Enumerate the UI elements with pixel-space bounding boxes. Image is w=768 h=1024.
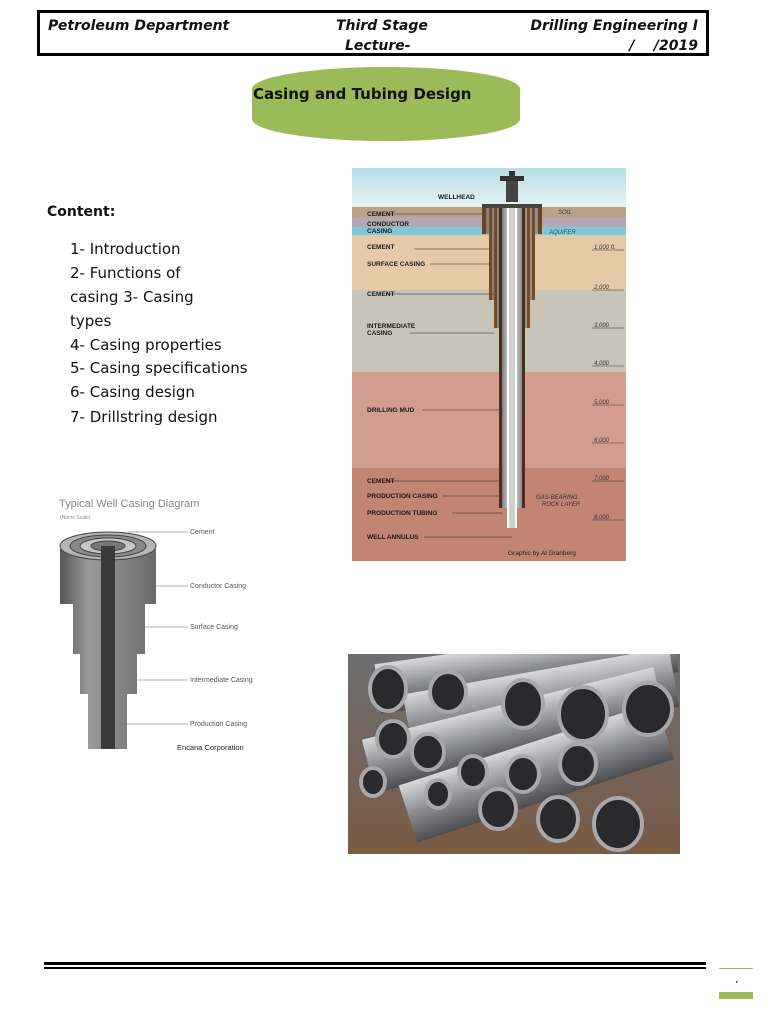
toc-line: 1- Introduction [70, 240, 181, 258]
toc-line: 7- Drillstring design [70, 408, 218, 426]
page-number-bar [719, 992, 753, 999]
casing-diagram-title: Typical Well Casing Diagram [59, 498, 200, 510]
page-number-box [719, 968, 753, 969]
aquifer-label: AQUIFER [549, 230, 576, 236]
wellhead-label: WELLHEAD [438, 194, 475, 201]
toc-line: 5- Casing specifications [70, 359, 248, 377]
casing-diagram-figure [55, 494, 270, 756]
header-lecture: Lecture- [345, 38, 411, 54]
header-stage: Third Stage [336, 18, 428, 34]
diagram-label: WELL ANNULUS [367, 534, 419, 541]
casing-diagram-label: Cement [190, 529, 215, 536]
casing-diagram-credit: Encana Corporation [177, 743, 244, 752]
diagram-label: DRILLING MUD [367, 407, 415, 414]
toc-line: 6- Casing design [70, 383, 195, 401]
depth-label: 8,000 [594, 515, 610, 521]
casing-diagram-label: Production Casing [190, 721, 248, 728]
diagram-label: PRODUCTION CASING [367, 493, 438, 500]
toc-line: casing 3- Casing [70, 288, 194, 306]
gas-layer-label: ROCK LAYER [542, 502, 581, 508]
footer-rule [44, 967, 706, 969]
depth-label: 4,000 [594, 361, 610, 367]
depth-label: 5,000 [594, 400, 610, 406]
diagram-label: INTERMEDIATE [367, 323, 416, 330]
diagram-label: CEMENT [367, 211, 395, 218]
figure-credit: Graphic by Al Granberg [508, 550, 576, 557]
gas-layer-label: GAS-BEARING [536, 495, 578, 501]
header-department: Petroleum Department [48, 18, 230, 34]
toc-line: types [70, 312, 112, 330]
casing-diagram-label: Conductor Casing [190, 583, 247, 590]
content-heading: Content: [47, 204, 116, 220]
toc-line: 4- Casing properties [70, 336, 222, 354]
page-title: Casing and Tubing Design [253, 85, 472, 103]
casing-diagram-label: Intermediate Casing [190, 677, 253, 684]
header-date: / /2019 [629, 38, 698, 54]
page-number: ، [735, 975, 739, 986]
diagram-label: PRODUCTION TUBING [367, 510, 438, 517]
toc-line: 2- Functions of [70, 264, 181, 282]
depth-label: 1,000 ft. [594, 245, 616, 251]
diagram-label: CASING [367, 330, 393, 337]
title-banner [252, 67, 520, 141]
depth-label: 3,000 [594, 323, 610, 329]
soil-label: SOIL [558, 210, 572, 216]
page-header [37, 10, 709, 56]
well-cross-section-figure [352, 168, 626, 561]
steel-pipes-photo [348, 654, 680, 854]
diagram-label: CONDUCTOR [367, 221, 410, 228]
diagram-label: CEMENT [367, 478, 395, 485]
diagram-label: CASING [367, 228, 393, 235]
footer-rule [44, 962, 706, 965]
casing-diagram-label: Surface Casing [190, 624, 238, 631]
casing-diagram-subtitle: (Not to Scale) [60, 515, 91, 521]
diagram-label: CEMENT [367, 244, 395, 251]
depth-label: 6,000 [594, 438, 610, 444]
diagram-label: CEMENT [367, 291, 395, 298]
depth-label: 7,000 [594, 476, 610, 482]
diagram-label: SURFACE CASING [367, 261, 426, 268]
header-course: Drilling Engineering I [530, 18, 698, 34]
depth-label: 2,000 [594, 285, 610, 291]
